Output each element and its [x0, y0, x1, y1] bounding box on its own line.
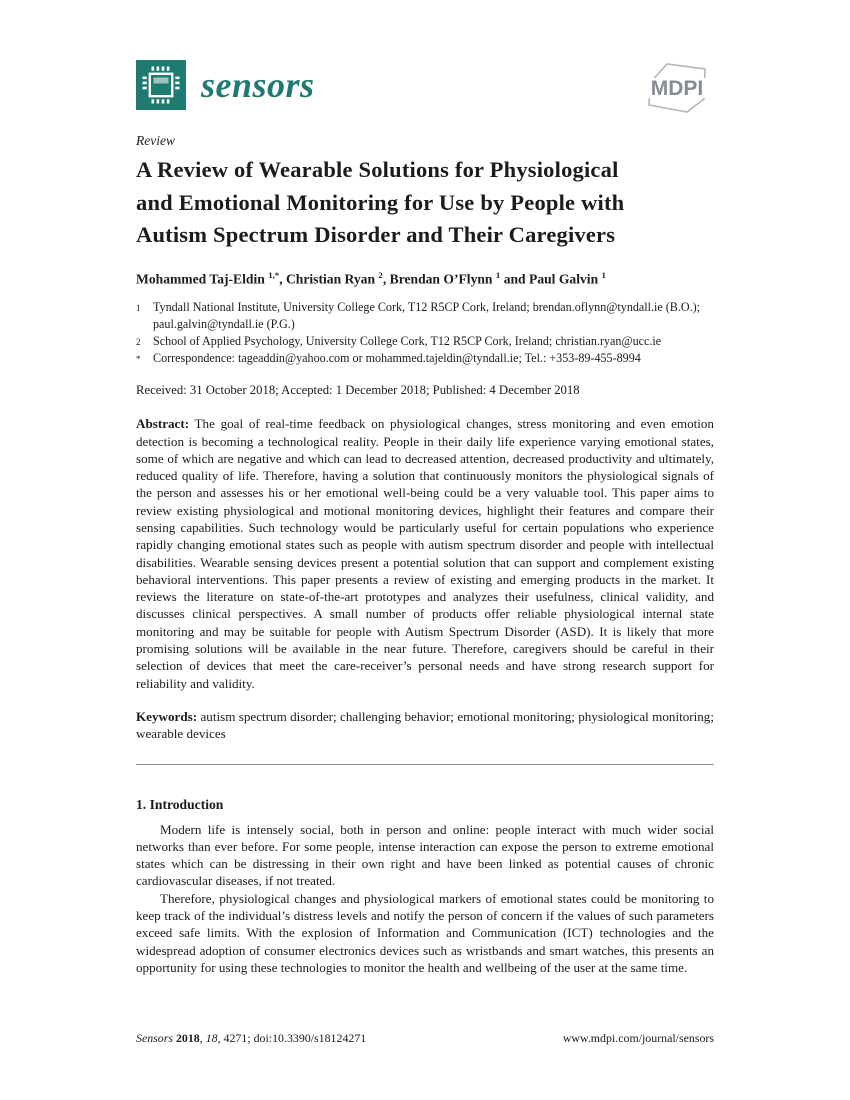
author-affiliation-marker: 2 — [378, 269, 383, 280]
page-title — [136, 154, 714, 252]
author-affiliation-marker: 1,* — [268, 269, 280, 280]
affiliation-marker: * — [136, 354, 141, 365]
abstract-text: The goal of real-time feedback on physiological changes, stress monitoring and even emotion detection is becoming a technological reality. People in their daily life experience varying emotional states, some of which are negative and which can lead to decreased attention, decreased productivity and ultimately, reduced quality of life. Therefore, having a solution that continuously monitors the physiological signals of the person and assesses his or her emotional well-being could be a very valuable tool. This paper aims to review existing physiological and motional monitoring devices, highlight their features and compare their sensing capabilities. Such technology would be particularly useful for certain populations who experience rapidly changing emotional states such as people with autism spectrum disorder and people with intellectual disabilities. Wearable sensing devices present a potential solution that can support and complement existing behavioral interventions. This paper presents a review of existing and emerging products in the market. It reviews the literature on state-of-the-art prototypes and analyzes their usefulness, clinical validity, and discusses clinical perspectives. A small number of products offer reliable physiological internal state monitoring and may be suitable for people with Autism Spectrum Disorder (ASD). It is likely that more promising solutions will be available in the near future. Therefore, caregivers should be careful in their selection of devices that meet the care-receiver’s personal needs and have strong research support for reliability and validity. — [136, 416, 714, 691]
dates-line: Received: 31 October 2018; Accepted: 1 December 2018; Published: 4 December 2018 — [136, 383, 580, 398]
journal-url[interactable]: www.mdpi.com/journal/sensors — [562, 1031, 714, 1045]
affiliation-text: Tyndall National Institute, University College Cork, T12 R5CP Cork, Ireland; brendan.oflynn@tyndall.ie (B.O.); paul.galvin@tyndall.ie (P.G.) — [153, 300, 701, 331]
journal-logo — [136, 60, 315, 110]
author-affiliation-marker: 1 — [601, 269, 606, 280]
affiliation-item — [136, 350, 714, 368]
section-divider — [136, 764, 714, 765]
author-byline — [136, 266, 714, 289]
mdpi-wordmark: MDPI — [650, 77, 704, 100]
author-name: Mohammed Taj-Eldin — [136, 271, 269, 287]
affiliations-list — [136, 299, 714, 368]
intro-paragraph: Modern life is intensely social, both in person and online: people interact with much wider social networks than ever before. For some people, intense interaction can expose the person to extreme emotional states which can be distressing in their own right and have been linked as potential causes of chronic cardiovascular diseases, if not treated. — [136, 821, 714, 889]
author-name: and Paul Galvin — [500, 271, 602, 287]
keywords-label: Keywords: — [136, 708, 198, 724]
mdpi-logo — [640, 58, 714, 118]
page-footer — [136, 1031, 714, 1046]
citation-separator: , — [199, 1031, 206, 1045]
citation-volume: 18 — [205, 1031, 218, 1045]
keywords-text: autism spectrum disorder; challenging behavior; emotional monitoring; physiological monitoring; wearable devices — [136, 708, 714, 742]
intro-paragraph: Therefore, physiological changes and physiological markers of emotional states could be monitoring to keep track of the individual’s distress levels and notify the person of concern if the values of such parameters exceed safe limits. With the explosion of Information and Communication (ICT) technologies and the widespread adoption of consumer electronics devices such as wristbands and smart watches, this presents an opportunity for using these technologies to monitor the health and wellbeing of the user at the same time. — [136, 890, 714, 975]
affiliation-item — [136, 333, 714, 351]
affiliation-item — [136, 299, 714, 333]
citation-doi: , 4271; doi:10.3390/s18124271 — [217, 1031, 367, 1045]
citation-line — [136, 1031, 366, 1046]
author-name: , Brendan O’Flynn — [382, 271, 496, 287]
affiliation-marker: 1 — [136, 303, 141, 314]
affiliation-marker: 2 — [136, 336, 141, 347]
author-name: , Christian Ryan — [279, 271, 379, 287]
citation-year: 2018 — [175, 1031, 200, 1045]
abstract-label: Abstract: — [136, 416, 190, 432]
author-affiliation-marker: 1 — [495, 269, 501, 280]
article-type-label: Review — [136, 133, 175, 148]
sensors-chip-icon — [136, 60, 186, 110]
page-header — [136, 60, 714, 118]
title-line: and Emotional Monitoring for Use by People with — [136, 189, 625, 215]
citation-journal: Sensors — [136, 1031, 176, 1045]
title-line: Autism Spectrum Disorder and Their Caregivers — [136, 222, 616, 247]
keywords-paragraph — [136, 708, 714, 743]
section-heading-introduction: 1. Introduction — [136, 796, 224, 812]
abstract-paragraph — [136, 415, 714, 692]
journal-wordmark: sensors — [201, 65, 315, 105]
title-line: A Review of Wearable Solutions for Physiological — [136, 157, 619, 182]
affiliation-text: School of Applied Psychology, University College Cork, T12 R5CP Cork, Ireland; christian.ryan@ucc.ie — [153, 333, 662, 348]
correspondence-text: Correspondence: tageaddin@yahoo.com or mohammed.tajeldin@tyndall.ie; Tel.: +353-89-455-8994 — [153, 351, 641, 366]
